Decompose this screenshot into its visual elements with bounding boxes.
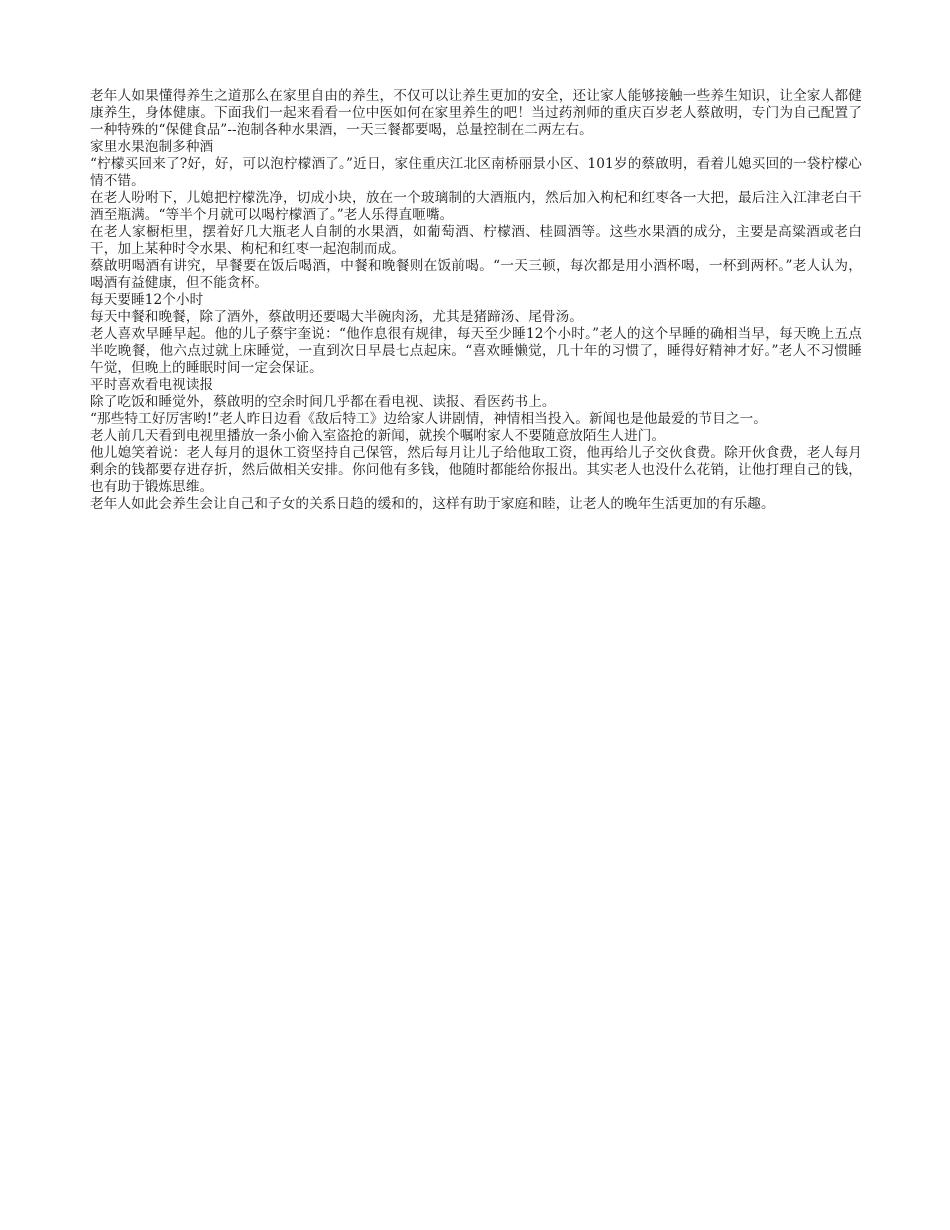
paragraph: 老人前几天看到电视里播放一条小偷入室盗抢的新闻，就挨个嘱咐家人不要随意放陌生人进门。 — [90, 428, 666, 444]
paragraph: 在老人吩咐下，儿媳把柠檬洗净，切成小块，放在一个玻璃制的大酒瓶内，然后加入枸杞和红枣各一大把，最后注入江津老白干酒至瓶满。“等半个月就可以喝柠檬酒了。”老人乐得直咂嘴。 — [90, 190, 862, 223]
paragraph: 每天中餐和晚餐，除了酒外，蔡啟明还要喝大半碗肉汤，尤其是猪蹄汤、尾骨汤。 — [90, 309, 583, 325]
intro-paragraph: 老年人如果懂得养生之道那么在家里自由的养生，不仅可以让养生更加的安全，还让家人能够接触一些养生知识，让全家人都健康养生，身体健康。下面我们一起来看看一位中医如何在家里养生的吧！当过药剂师的重庆百岁老人蔡啟明，专门为自己配置了一种特殊的“保健食品”--泡制各种水果酒，一天三餐都要喝，总量控制在二两左右。 — [90, 88, 862, 138]
section-heading-wine: 家里水果泡制多种酒 — [90, 139, 214, 155]
paragraph: 在老人家橱柜里，摆着好几大瓶老人自制的水果酒，如葡萄酒、柠檬酒、桂圆酒等。这些水果酒的成分，主要是高粱酒或老白干，加上某种时令水果、枸杞和红枣一起泡制而成。 — [90, 224, 862, 257]
paragraph: 他儿媳笑着说：老人每月的退休工资坚持自己保管，然后每月让儿子给他取工资，他再给儿子交伙食费。除开伙食费，老人每月剩余的钱都要存进存折，然后做相关安排。你问他有多钱，他随时都能给你报出。其实老人也没什么花销，让他打理自己的钱，也有助于锻炼思维。 — [90, 445, 862, 495]
paragraph: 除了吃饭和睡觉外，蔡啟明的空余时间几乎都在看电视、读报、看医药书上。 — [90, 394, 556, 410]
paragraph: “那些特工好厉害哟!”老人昨日边看《敌后特工》边给家人讲剧情，神情相当投入。新闻也是他最爱的节目之一。 — [90, 411, 767, 427]
closing-paragraph: 老年人如此会养生会让自己和子女的关系日趋的缓和的，这样有助于家庭和睦，让老人的晚年生活更加的有乐趣。 — [90, 496, 775, 512]
paragraph: 老人喜欢早睡早起。他的儿子蔡宇奎说：“他作息很有规律，每天至少睡12个小时。”老人的这个早睡的确相当早，每天晚上五点半吃晚餐，他六点过就上床睡觉，一直到次日早晨七点起床。“喜欢睡懒觉，几十年的习惯了，睡得好精神才好。”老人不习惯睡午觉，但晚上的睡眠时间一定会保证。 — [90, 326, 862, 376]
article-body — [90, 88, 862, 513]
section-heading-sleep: 每天要睡12个小时 — [90, 292, 204, 308]
paragraph: 蔡啟明喝酒有讲究，早餐要在饭后喝酒，中餐和晚餐则在饭前喝。“一天三顿，每次都是用小酒杯喝，一杯到两杯。”老人认为，喝酒有益健康，但不能贪杯。 — [90, 258, 862, 291]
section-heading-tv: 平时喜欢看电视读报 — [90, 377, 214, 393]
paragraph: “柠檬买回来了?好，好，可以泡柠檬酒了。”近日，家住重庆江北区南桥丽景小区、101岁的蔡啟明，看着儿媳买回的一袋柠檬心情不错。 — [90, 156, 862, 189]
